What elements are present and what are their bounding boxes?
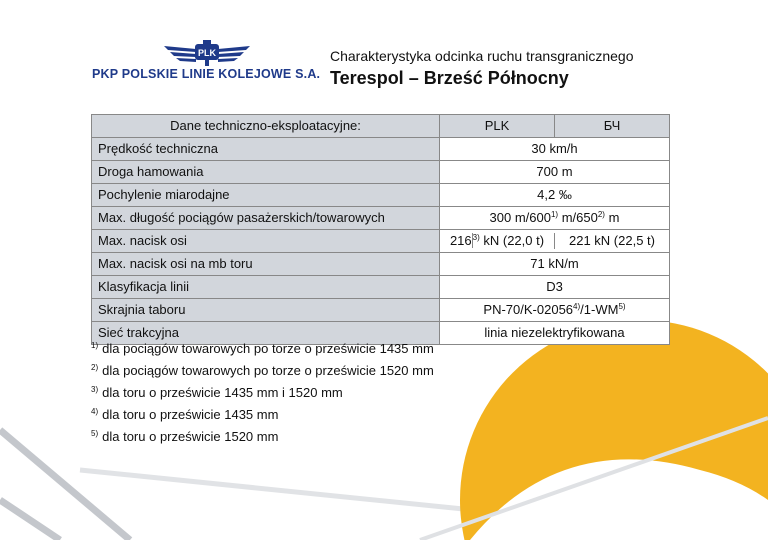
row-value-plk: 216$^{3)}$ kN (22,0 t) (440, 233, 555, 249)
row-value: 4,2 ‰ (440, 184, 670, 207)
logo-badge: PLK (198, 48, 216, 58)
header-label-cell: Dane techniczno-eksploatacyjne: (92, 115, 440, 138)
row-value: 71 kN/m (440, 253, 670, 276)
page-title: Terespol – Brześć Północny (330, 68, 569, 88)
row-label: Max. nacisk osi (92, 230, 440, 253)
table-header-row (92, 115, 670, 138)
row-label: Pochylenie miarodajne (92, 184, 440, 207)
page-subtitle: Charakterystyka odcinka ruchu transgranicznego (330, 48, 634, 64)
pkp-plk-logo (92, 40, 320, 82)
table-row (92, 230, 670, 253)
footnote: $^{2)}$ dla pociągów towarowych po torze o prześwicie 1520 mm (91, 363, 434, 378)
row-label: Skrajnia taboru (92, 299, 440, 322)
logo-wordmark: PKP POLSKIE LINIE KOLEJOWE S.A. (92, 67, 321, 81)
footnote: $^{1)}$ dla pociągów towarowych po torze o prześwicie 1435 mm (91, 341, 434, 356)
row-value: 300 m/600$^{1)}$ m/650$^{2)}$ m (440, 207, 670, 230)
footnotes (91, 338, 434, 448)
row-label: Prędkość techniczna (92, 138, 440, 161)
row-value-split (440, 230, 670, 253)
row-label: Max. długość pociągów pasażerskich/towarowych (92, 207, 440, 230)
footnote: $^{5)}$ dla toru o prześwicie 1520 mm (91, 429, 279, 444)
footnote: $^{4)}$ dla toru o prześwicie 1435 mm (91, 407, 279, 422)
row-label: Klasyfikacja linii (92, 276, 440, 299)
winged-emblem-icon (162, 40, 252, 66)
table-row (92, 299, 670, 322)
technical-data-table (91, 114, 670, 345)
table-row (92, 207, 670, 230)
row-label: Sieć trakcyjna (92, 322, 440, 345)
row-value-bch: 221 kN (22,5 t) (569, 233, 655, 248)
table-row (92, 138, 670, 161)
footnote: $^{3)}$ dla toru o prześwicie 1435 mm i 1520 mm (91, 385, 343, 400)
row-value: D3 (440, 276, 670, 299)
row-label: Droga hamowania (92, 161, 440, 184)
header-plk-cell: PLK (440, 115, 555, 138)
row-value: linia niezelektryfikowana (440, 322, 670, 345)
row-value: PN-70/K-02056$^{4)}$/1-WM$^{5)}$ (440, 299, 670, 322)
row-value: 30 km/h (440, 138, 670, 161)
row-value: 700 m (440, 161, 670, 184)
table-row (92, 161, 670, 184)
table-row (92, 184, 670, 207)
row-label: Max. nacisk osi na mb toru (92, 253, 440, 276)
table-row (92, 253, 670, 276)
table-row (92, 276, 670, 299)
header-bch-cell: БЧ (555, 115, 670, 138)
